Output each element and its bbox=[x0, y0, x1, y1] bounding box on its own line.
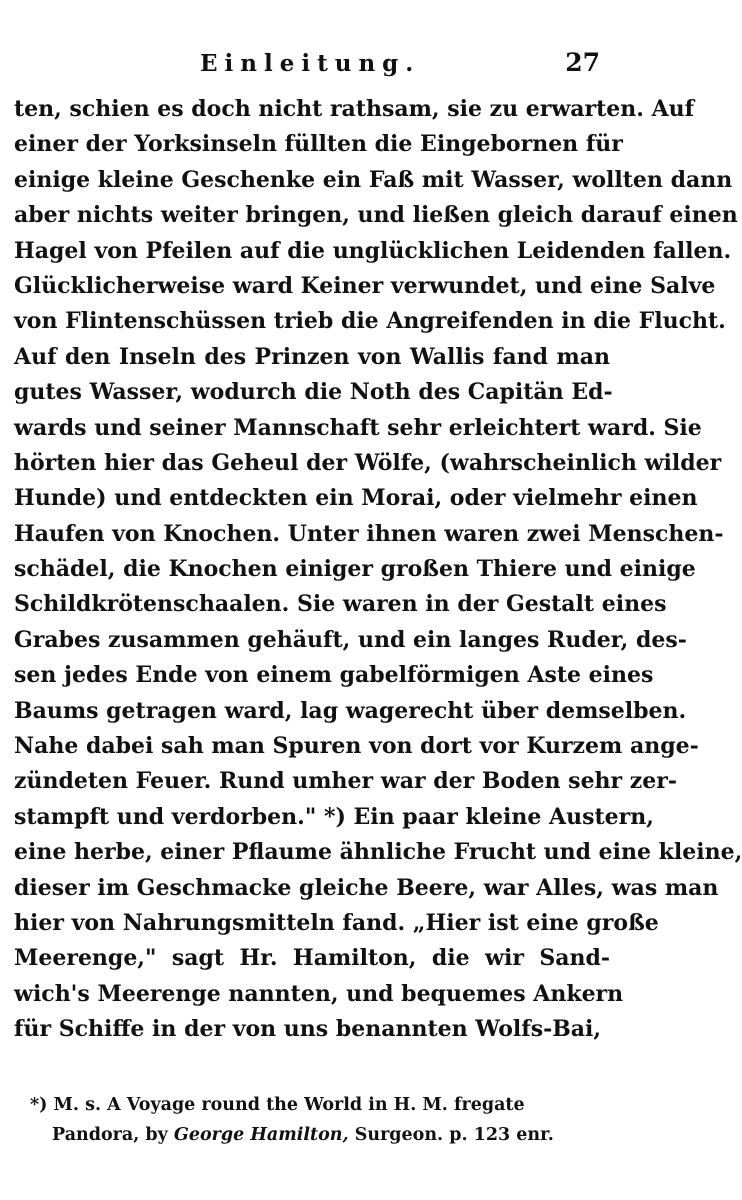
text-line: eine herbe, einer Pflaume ähnliche Frucht und eine kleine, bbox=[14, 839, 742, 866]
text-line: Hagel von Pfeilen auf die unglücklichen Leidenden fallen. bbox=[14, 237, 732, 264]
text-line: ten, schien es doch nicht rathsam, sie zu erwarten. Auf bbox=[14, 96, 695, 122]
footnote-marker: *) bbox=[30, 1095, 48, 1115]
text-line: Baums getragen ward, lag wagerecht über demselben. bbox=[14, 697, 687, 724]
page-number: 27 bbox=[565, 48, 600, 77]
text-line: für Schiffe in der von uns benannten Wolfs-Bai, bbox=[14, 1016, 602, 1043]
footnote-line-2 bbox=[30, 1120, 602, 1150]
text-line: Haufen von Knochen. Unter ihnen waren zwei Menschen- bbox=[14, 520, 724, 547]
footnote bbox=[30, 1090, 602, 1150]
text-line: wards und seiner Mannschaft sehr erleichtert ward. Sie bbox=[14, 414, 702, 441]
chapter-title: Einleitung. bbox=[200, 50, 421, 77]
text-line: wich's Meerenge nannten, und bequemes Ankern bbox=[14, 980, 624, 1007]
text-line: aber nichts weiter bringen, und ließen gleich darauf einen bbox=[14, 202, 738, 229]
text-line: hörten hier das Geheul der Wölfe, (wahrscheinlich wilder bbox=[14, 449, 722, 476]
footnote-suffix: Surgeon. p. 123 enr. bbox=[354, 1125, 554, 1145]
running-head bbox=[0, 46, 628, 86]
text-line: einige kleine Geschenke ein Faß mit Wasser, wollten dann bbox=[14, 166, 733, 193]
text-line: gutes Wasser, wodurch die Noth des Capitän Ed- bbox=[14, 379, 613, 406]
text-line: hier von Nahrungsmitteln fand. „Hier ist eine große bbox=[14, 909, 659, 936]
body-text bbox=[14, 92, 742, 1048]
text-line: sen jedes Ende von einem gabelförmigen Aste eines bbox=[14, 662, 654, 689]
text-line: zündeten Feuer. Rund umher war der Boden sehr zer- bbox=[14, 768, 678, 795]
footnote-text: M. s. A Voyage round the World in H. M. fregate bbox=[53, 1095, 525, 1115]
text-line: Meerenge," sagt Hr. Hamilton, die wir Sand- bbox=[14, 945, 610, 972]
text-line: schädel, die Knochen einiger großen Thiere und einige bbox=[14, 556, 696, 583]
text-line: Hunde) und entdeckten ein Morai, oder vielmehr einen bbox=[14, 485, 698, 512]
footnote-line-1 bbox=[30, 1090, 602, 1120]
text-line: dieser im Geschmacke gleiche Beere, war Alles, was man bbox=[14, 874, 719, 901]
text-line: Glücklicherweise ward Keiner verwundet, und eine Salve bbox=[14, 272, 716, 299]
text-line: Auf den Inseln des Prinzen von Wallis fand man bbox=[14, 343, 610, 370]
text-line: stampft und verdorben." *) Ein paar kleine Austern, bbox=[14, 803, 654, 830]
text-line: einer der Yorksinseln füllten die Eingebornen für bbox=[14, 131, 623, 158]
text-line: Grabes zusammen gehäuft, und ein langes Ruder, des- bbox=[14, 626, 687, 653]
text-line: Schildkrötenschaalen. Sie waren in der Gestalt eines bbox=[14, 591, 667, 618]
text-line: von Flintenschüssen trieb die Angreifenden in die Flucht. bbox=[14, 308, 726, 335]
footnote-author: George Hamilton, bbox=[173, 1125, 349, 1145]
text-line: Nahe dabei sah man Spuren von dort vor Kurzem ange- bbox=[14, 733, 699, 760]
footnote-prefix: Pandora, by bbox=[52, 1125, 168, 1145]
